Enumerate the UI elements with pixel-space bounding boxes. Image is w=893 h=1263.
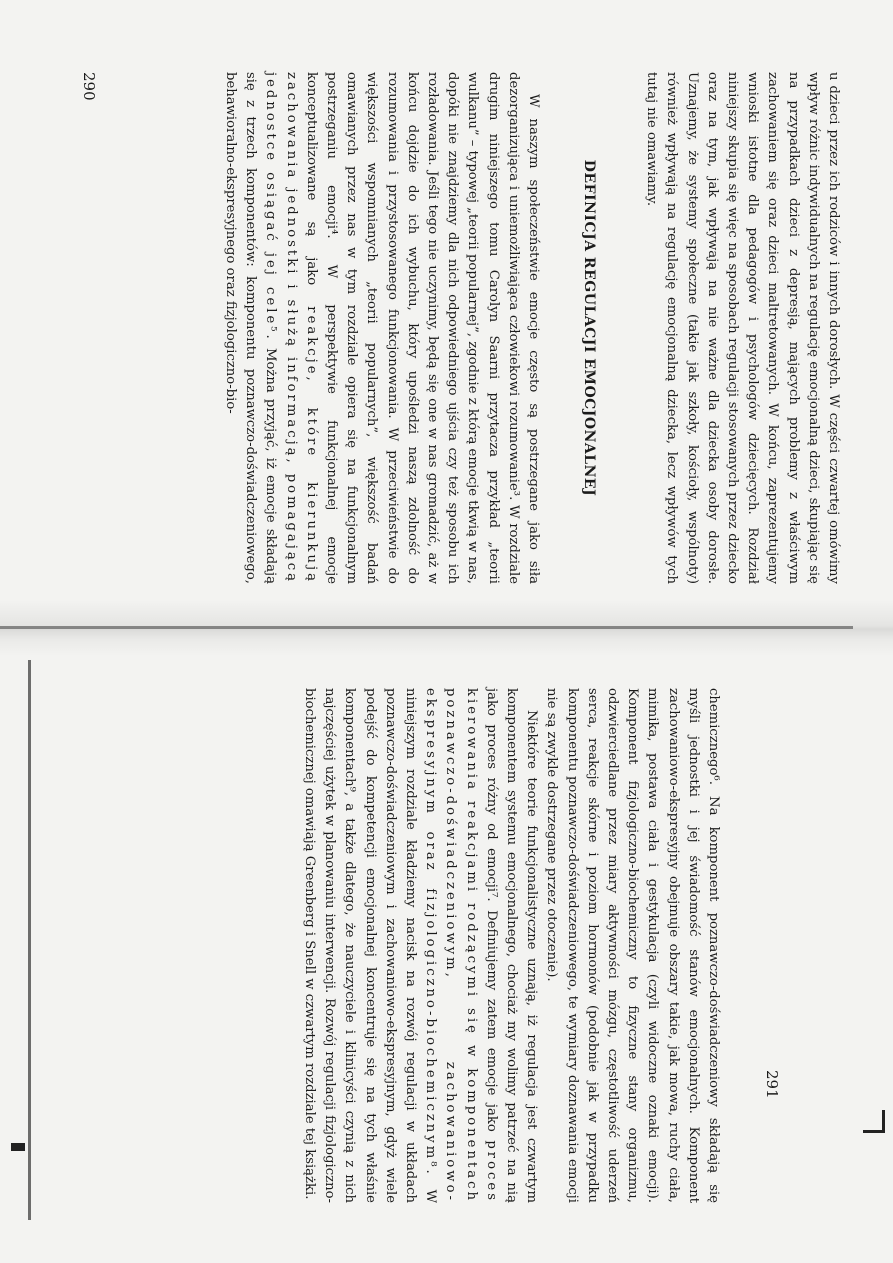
left-body-paragraph [220, 72, 543, 584]
right-paragraph-1: chemicznego⁶. Na komponent poznawczo-doświadczeniowy składają się myśli jednostki i jej świadomość stanów emocjonalnych. Komponent zachowaniowo-ekspresyjny obejmuje obszary takie, jak mowa, ruchy ciała, mimika, postawa ciała i gestykulacja (czyli widoczne oznaki emocji). Komponent fizjologiczno-biochemiczny to fizyczne stany organizmu, odzwierciedlane przez miary aktywności mózgu, częstotliwość uderzeń serca, reakcje skórne i poziom hormonów (podobnie jak w przypadku komponentu poznawczo-doświadczeniowego, te wymiary doznawania emocji nie są zwykle dostrzegane przez otoczenie). [544, 688, 721, 1203]
right-paragraph-2-spaced: proces kierowania reakcjami rodzącymi się w komponentach poznawczo-doświadczeniowym, zachowaniowo-ekspresyjnym oraz fizjologiczno-biochemicznym⁸. [423, 688, 499, 1203]
left-body-spaced-text: reakcje, które kierunkują zachowania jednostki i służą informacją, pomagającą jednostce osiągać jej cele⁵. [263, 72, 319, 584]
left-intro-paragraph [641, 72, 843, 584]
right-body [299, 688, 723, 1203]
page-number-left: 290 [80, 72, 98, 101]
left-body-text-start: W naszym społeczeństwie emocje często są postrzegane jako siła dezorganizująca i uniemożliwiająca człowiekowi rozumowanie³. W rozdziale drugim niniejszego tomu Carolyn Saarni przytacza przykład „teorii wulkanu” – typowej „teorii popularnej”, zgodnie z którą emocje tkwią w nas, dopóki nie znajdziemy dla nich odpowiedniego ujścia czy też sposobu ich rozładowania. Jeśli tego nie uczynimy, będą się one w nas gromadzić, aż w końcu dojdzie do ich wybuchu, który upośledzi naszą zdolność do rozumowania i przystosowanego funkcjonowania. W przeciwieństwie do większości wspomnianych „teorii popularnych”, większość badań omawianych przez nas w tym rozdziale opiera się na funkcjonalnym postrzeganiu emocji⁴. W perspektywie funkcjonalnej emocje konceptualizowane są jako [303, 72, 541, 584]
right-paragraph-2-start: Niektóre teorie funkcjonalistyczne uznają, iż regulacja jest czwartym komponentem systemu emocjonalnego, chociaż my wolimy patrzeć na nią jako proces różny od emocji⁷. Definiujemy zatem emocje jako [483, 688, 540, 1203]
page-number-right: 291 [763, 1070, 781, 1099]
left-page [0, 0, 893, 620]
left-body-text-end: Można przyjąć, iż emocje składają się z trzech komponentów: komponentu poznawczo-doświadczeniowego, behawioralno-ekspresyjnego oraz fizjologiczno-bio- [222, 72, 279, 584]
corner-mark-bottom [11, 1143, 25, 1151]
right-paragraph-2 [299, 688, 541, 1203]
corner-mark-horizontal [882, 1110, 885, 1132]
right-paragraph-2-end: W niniejszym rozdziale kładziemy nacisk na rozwój regulacji w układach poznawczo-doświadczeniowym i zachowaniowo-ekspresyjnym, gdyż wiele podejść do kompetencji emocjonalnej koncentruje się na tych właśnie komponentach⁹, a także dlatego, że nauczyciele i klinicyści czynią z nich najczęściej użytek w planowaniu interwencji. Rozwój regulacji fizjologiczno-biochemicznej omawiają Greenberg i Snell w czwartym rozdziale tej książki. [301, 688, 439, 1203]
left-body-text [220, 72, 543, 584]
left-intro-text: u dzieci przez ich rodziców i innych dorosłych. W części czwartej omówimy wpływ różnic indywidualnych na regulację emocjonalną dzieci, skupiając się na przypadkach dzieci z depresją, mających problemy z właściwym zachowaniem się oraz dzieci maltretowanych. W końcu, zaprezentujemy wnioski istotne dla pedagogów i psychologów dziecięcych. Rozdział niniejszy skupia się więc na sposobach regulacji stosowanych przez dziecko oraz na tym, jak wpływają na nie ważne dla dziecka osoby dorosłe. Uznajemy, że systemy społeczne (takie jak szkoły, kościoły, wspólnoty) również wpływają na regulację emocjonalną dziecka, lecz wpływów tych tutaj nie omawiamy. [644, 72, 841, 584]
gutter-line [0, 626, 853, 629]
bottom-rule [28, 660, 31, 1220]
right-page [0, 640, 893, 1263]
section-heading: DEFINICJA REGULACJI EMOCJONALNEJ [581, 159, 597, 497]
